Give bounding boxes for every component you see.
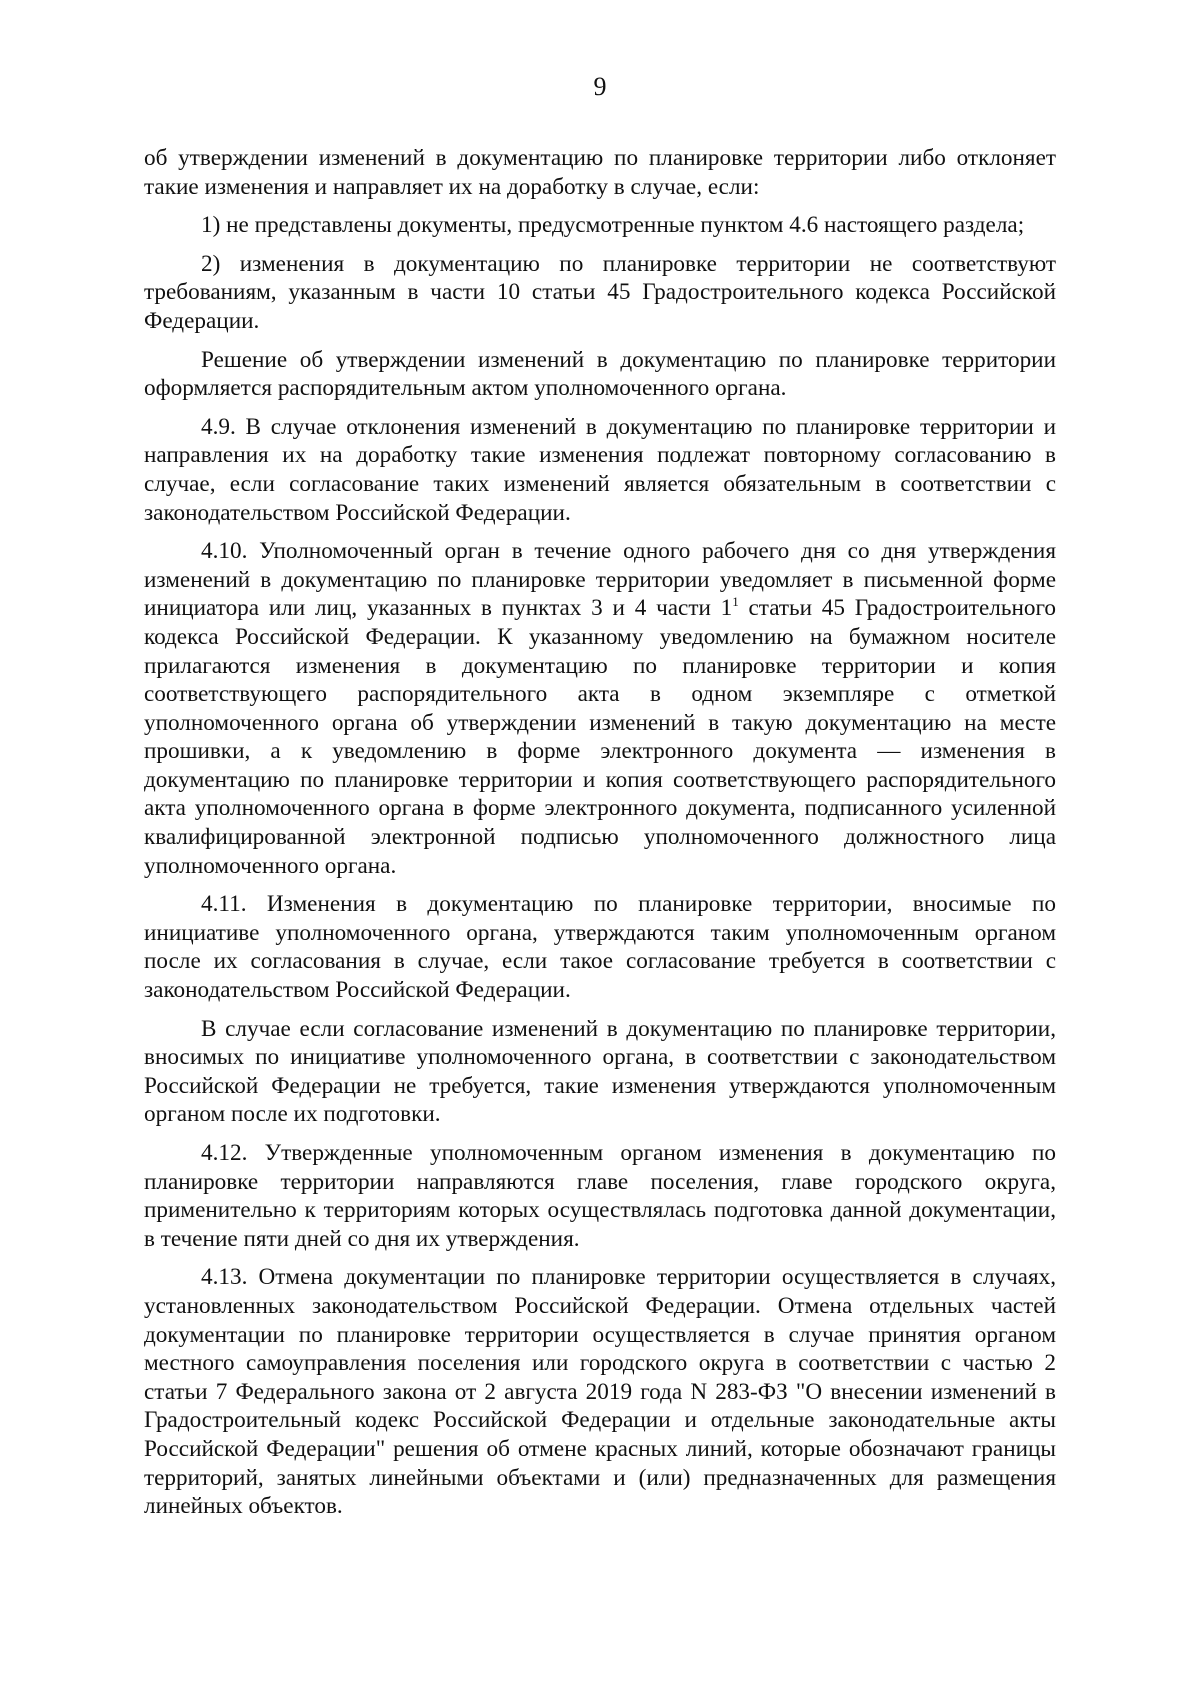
paragraph-4-9: 4.9. В случае отклонения изменений в документацию по планировке территории и направления их на доработку такие изменения подлежат повторному согласованию в случае, если согласование таких изменений является обязательным в соответствии с законодательством Российской Федерации. xyxy=(144,413,1056,526)
paragraph-4-11: 4.11. Изменения в документацию по планировке территории, вносимые по инициативе уполномоченного органа, утверждаются таким уполномоченным органом после их согласования в случае, если такое согласование требуется в соответствии с законодательством Российской Федерации. xyxy=(144,891,1056,1004)
paragraph-decision: Решение об утверждении изменений в документацию по планировке территории оформляется распорядительным актом уполномоченного органа. xyxy=(144,346,1056,402)
paragraph-4-10-before: 4.10. Уполномоченный орган в течение одного рабочего дня со дня утверждения изменений в документацию по планировке территории уведомляет в письменной форме инициатора или лиц, указанных в пунктах 3 и 4 части 1 xyxy=(144,538,1056,622)
paragraph-4-10-after: статьи 45 Градостроительного кодекса Российской Федерации. К указанному уведомлению на бумажном носителе прилагаются изменения в документацию по планировке территории и копия соответствующего распорядительного акта в одном экземпляре с отметкой уполномоченного органа об утверждении изменений в такую документацию на месте прошивки, а к уведомлению в форме электронного документа — изменения в документацию по планировке территории и копия соответствующего распорядительного акта уполномоченного органа в форме электронного документа, подписанного усиленной квалифицированной электронной подписью уполномоченного должностного лица уполномоченного органа. xyxy=(144,595,1056,879)
document-body xyxy=(144,144,1056,1531)
superscript: 1 xyxy=(732,594,739,610)
page-number: 9 xyxy=(593,72,607,101)
paragraph-4-10 xyxy=(144,537,1056,880)
paragraph-4-13: 4.13. Отмена документации по планировке территории осуществляется в случаях, установленных законодательством Российской Федерации. Отмена отдельных частей документации по планировке территории осуществляется в случае принятия органом местного самоуправления поселения или городского округа в соответствии с частью 2 статьи 7 Федерального закона от 2 августа 2019 года N 283-ФЗ "О внесении изменений в Градостроительный кодекс Российской Федерации и отдельные законодательные акты Российской Федерации" решения об отмене красных линий, которые обозначают границы территорий, занятых линейными объектами и (или) предназначенных для размещения линейных объектов. xyxy=(144,1264,1056,1520)
paragraph-continuation: об утверждении изменений в документацию по планировке территории либо отклоняет такие изменения и направляет их на доработку в случае, если: xyxy=(144,145,1056,200)
paragraph-4-12: 4.12. Утвержденные уполномоченным органом изменения в документацию по планировке территории направляются главе поселения, главе городского округа, применительно к территориям которых осуществлялась подготовка данной документации, в течение пяти дней со дня их утверждения. xyxy=(144,1140,1056,1252)
paragraph-item-1: 1) не представлены документы, предусмотренные пунктом 4.6 настоящего раздела; xyxy=(201,212,1025,239)
paragraph-no-approval: В случае если согласование изменений в документацию по планировке территории, вносимых по инициативе уполномоченного органа, в соответствии с законодательством Российской Федерации не требуется, такие изменения утверждаются уполномоченным органом после их подготовки. xyxy=(144,1015,1056,1128)
paragraph-item-2: 2) изменения в документацию по планировке территории не соответствуют требованиям, указанным в части 10 статьи 45 Градостроительного кодекса Российской Федерации. xyxy=(144,250,1056,334)
